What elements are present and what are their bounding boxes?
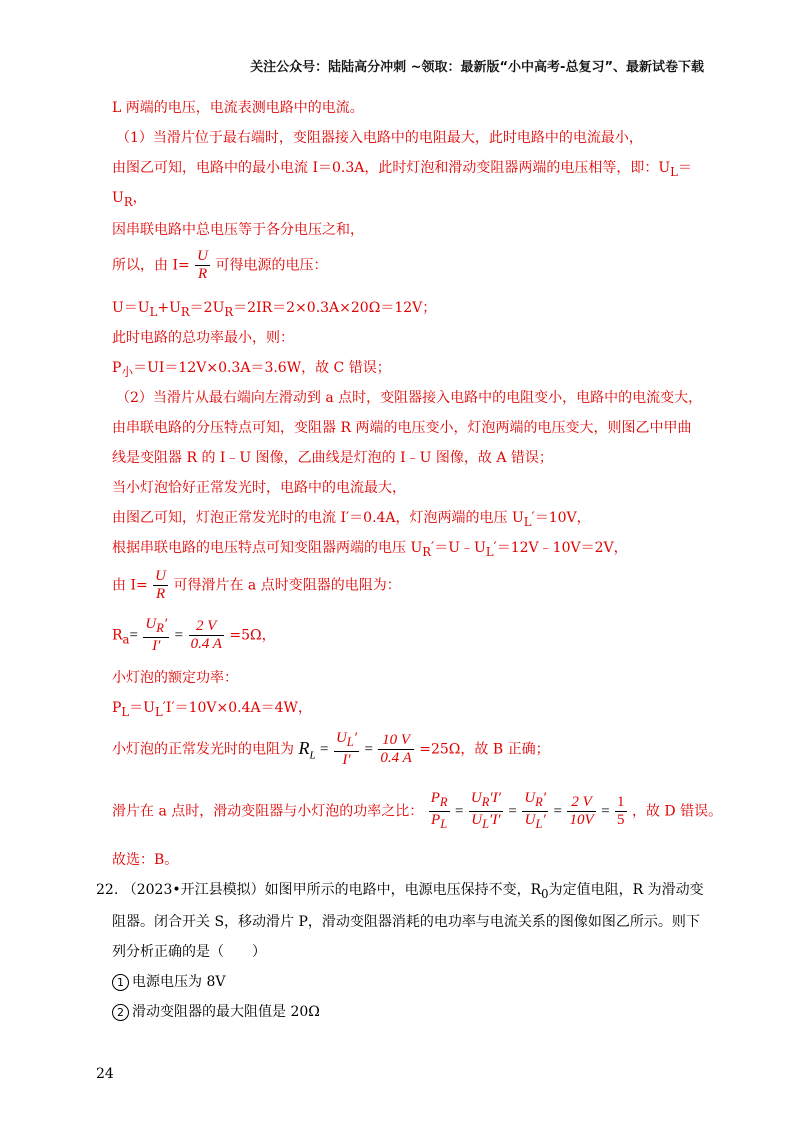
circled-number: 2	[112, 1004, 129, 1021]
fraction-ur-over-ul: $\frac{U_R'}{U_L'}$	[524, 790, 547, 831]
text-line: 当小灯泡恰好正常发光时，电路中的电流最大，	[112, 480, 406, 496]
formula-line: 由 I= $\frac{U}{R}$ 可得滑片在 a 点时变阻器的电阻为：	[112, 568, 401, 602]
fraction-pr-over-pl: $\frac{P_R}{P_L}$	[430, 790, 448, 831]
page-number: 24	[96, 1066, 114, 1082]
text-line: （2）当滑片从最右端向左滑动到 a 点时，变阻器接入电路中的电阻变小，电路中的电流变大，	[116, 390, 703, 406]
question-line: 22. （2023•开江县模拟）如图甲所示的电路中，电源电压保持不变，$R_0$为定值电阻，R 为滑动变	[96, 882, 704, 901]
fraction-1-over-5: $\frac{1}{5}$	[617, 794, 625, 828]
formula-line: 所以，由 I= $\frac{U}{R}$ 可得电源的电压：	[112, 248, 328, 282]
option-1: 1 电源电压为 8V	[112, 972, 225, 992]
text-line: 由图乙可知，灯泡正常发光时的电流 I′＝0.4A，灯泡两端的电压 $U_L'=10V$，	[112, 510, 591, 529]
text-line: $U_R$，	[112, 190, 147, 209]
page-header: 关注公众号：陆陆高分冲刺 ~领取：最新版“小中高考-总复习”、最新试卷下载	[250, 60, 704, 75]
formula-line: $R_a=$ $\frac{U_R'}{I'}$ = $\frac{2 V}{0.4 A}$ =5Ω，	[112, 616, 276, 654]
question-line: 列分析正确的是（ ）	[112, 944, 266, 960]
text-line: 由串联电路的分压特点可知，变阻器 R 两端的电压变小，灯泡两端的电压变大，则图乙中甲曲	[112, 420, 692, 436]
circled-number: 1	[112, 974, 129, 991]
fraction-ul-over-i: $\frac{U_L'}{I'}$	[335, 730, 358, 768]
fraction-10v-over-04a: $\frac{10 V}{0.4 A}$	[380, 732, 412, 766]
fraction-2v-over-04a: $\frac{2 V}{0.4 A}$	[190, 618, 222, 652]
text-line: 由图乙可知，电路中的最小电流 I＝0.3A，此时灯泡和滑动变阻器两端的电压相等，即：$U_L=$	[112, 160, 692, 179]
text-line: $U=U_L+U_R=2U_R=2IR=2\times 0.3A\times 20\Omega=12V$；	[112, 300, 437, 319]
question-line: 阻器。闭合开关 S，移动滑片 P，滑动变阻器消耗的电功率与电流关系的图像如图乙所示。则下	[112, 914, 700, 930]
option-2: 2 滑动变阻器的最大阻值是 20Ω	[112, 1002, 320, 1022]
formula-line: 滑片在 a 点时，滑动变阻器与小灯泡的功率之比： $\frac{P_R}{P_L}$ = $\frac{U_R'I'}{U_L'I'}$ = $\frac{U_R'}{U_L'}$ = $\frac{2 V}{10V}$ = $\frac{1}{5}$ ，故 D 错误。	[112, 790, 723, 831]
text-line: $P_小=UI=12V\times 0.3A=3.6W$，故 C 错误；	[112, 360, 391, 379]
fraction-ur-over-i: $\frac{U_R'}{I'}$	[145, 616, 168, 654]
text-line: 此时电路的总功率最小，则：	[112, 330, 294, 346]
text-line: 因串联电路中总电压等于各分电压之和，	[112, 222, 364, 238]
answer-line: 故选：B。	[112, 852, 179, 868]
text-line: L 两端的电压，电流表测电路中的电流。	[112, 100, 364, 116]
text-line: 线是变阻器 R 的 I﹣U 图像，乙曲线是灯泡的 I﹣U 图像，故 A 错误；	[112, 450, 553, 466]
text-line: 根据串联电路的电压特点可知变阻器两端的电压 $U_R'=U﹣U_L'=12V﹣10V=2V$，	[112, 540, 628, 559]
fraction-u-over-r: $\frac{U}{R}$	[155, 568, 167, 602]
formula-line: 小灯泡的正常发光时的电阻为 $R_L$ = $\frac{U_L'}{I'}$ = $\frac{10 V}{0.4 A}$ =25Ω，故 B 正确；	[112, 730, 550, 768]
text-line: 小灯泡的额定功率：	[112, 670, 238, 686]
fraction-u-over-r: $\frac{U}{R}$	[197, 248, 209, 282]
text-line: （1）当滑片位于最右端时，变阻器接入电路中的电阻最大，此时电路中的电流最小，	[116, 130, 643, 146]
text-line: $P_L=U_L'I'=10V\times 0.4A=4W$，	[112, 700, 312, 719]
fraction-uri-over-uli: $\frac{U_R'I'}{U_L'I'}$	[470, 790, 501, 831]
fraction-2v-over-10v: $\frac{2 V}{10V}$	[569, 794, 594, 828]
